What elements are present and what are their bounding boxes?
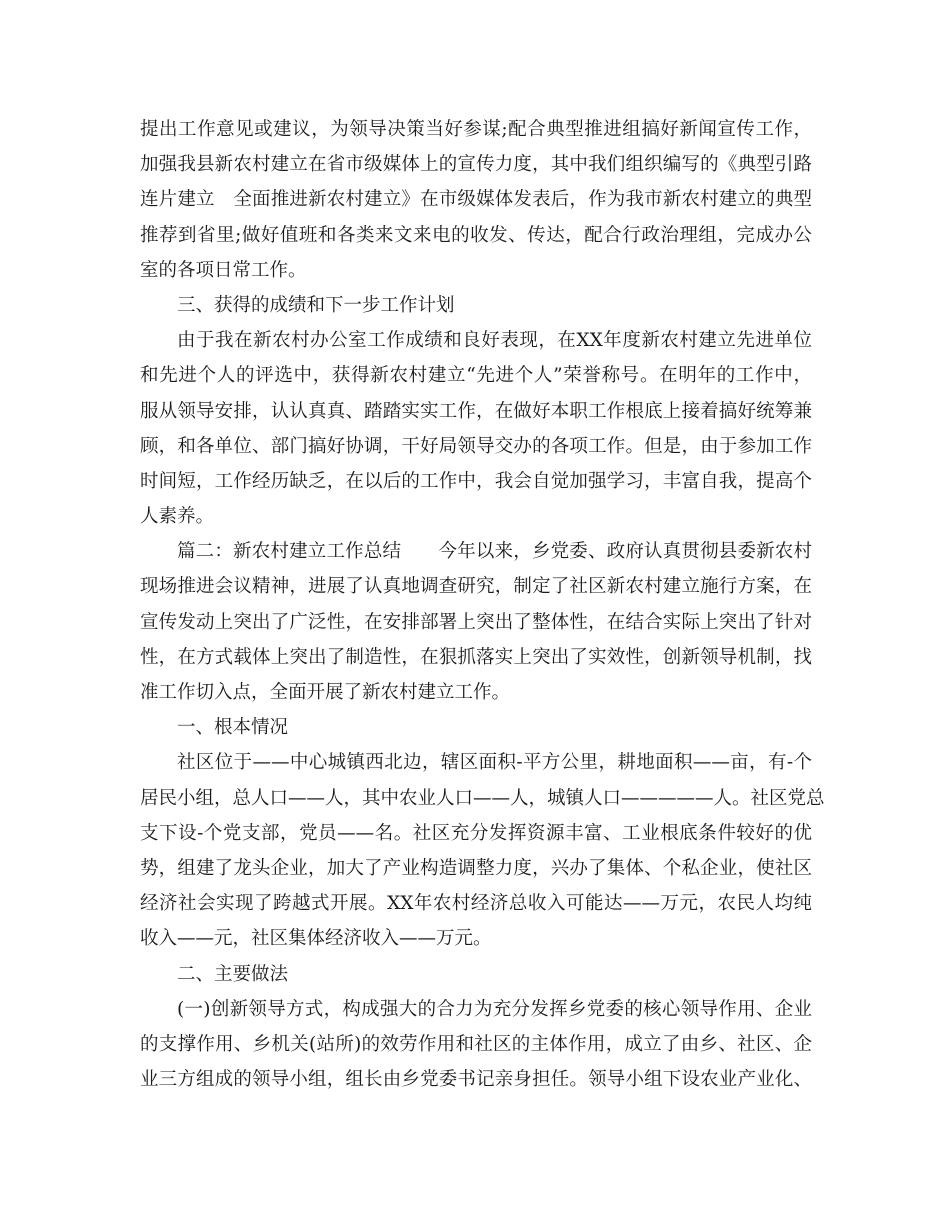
- document-page: [140, 112, 825, 1097]
- text-line: 宣传发动上突出了广泛性，在安排部署上突出了整体性，在结合实际上突出了针对: [140, 611, 812, 633]
- text-line: (一)创新领导方式，构成强大的合力为充分发挥乡党委的核心领导作用、企业: [177, 998, 812, 1020]
- text-line: 现场推进会议精神，进展了认真地调查研究，制定了社区新农村建立施行方案，在: [140, 576, 812, 598]
- text-line: 室的各项日常工作。: [140, 259, 307, 281]
- text-line: 三、获得的成绩和下一步工作计划: [177, 294, 455, 316]
- text-line: 一、根本情况: [177, 717, 289, 739]
- text-line: 性，在方式载体上突出了制造性，在狠抓落实上突出了实效性，创新领导机制，找: [140, 646, 812, 668]
- text-line: 顾，和各单位、部门搞好协调，干好局领导交办的各项工作。但是，由于参加工作: [140, 435, 812, 457]
- text-line: 提出工作意见或建议，为领导决策当好参谋;配合典型推进组搞好新闻宣传工作，: [140, 119, 812, 140]
- text-line: 连片建立 全面推进新农村建立》在市级媒体发表后，作为我市新农村建立的典型: [140, 189, 812, 211]
- text-line: 支下设-个党支部，党员——名。社区充分发挥资源丰富、工业根底条件较好的优: [140, 822, 812, 844]
- text-line: 加强我县新农村建立在省市级媒体上的宣传力度，其中我们组织编写的《典型引路: [140, 154, 812, 176]
- text-line: 和先进个人的评选中，获得新农村建立“先进个人”荣誉称号。在明年的工作中，: [140, 365, 812, 387]
- text-line: 业三方组成的领导小组，组长由乡党委书记亲身担任。领导小组下设农业产业化、: [140, 1069, 812, 1091]
- text-line: 推荐到省里;做好值班和各类来文来电的收发、传达，配合行政治理组，完成办公: [140, 224, 812, 246]
- text-line: 人素养。: [140, 506, 215, 528]
- text-line: 居民小组，总人口——人，其中农业人口——人，城镇人口—————人。社区党总: [140, 787, 825, 809]
- text-line: 篇二：新农村建立工作总结 今年以来，乡党委、政府认真贯彻县委新农村: [177, 541, 812, 563]
- text-line: 准工作切入点，全面开展了新农村建立工作。: [140, 682, 511, 703]
- text-line: 社区位于——中心城镇西北边，辖区面积-平方公里，耕地面积——亩，有-个: [177, 752, 812, 774]
- text-line: 由于我在新农村办公室工作成绩和良好表现，在XX年度新农村建立先进单位: [177, 330, 812, 352]
- text-line: 时间短，工作经历缺乏，在以后的工作中，我会自觉加强学习，丰富自我，提高个: [140, 470, 812, 492]
- text-line: 经济社会实现了跨越式开展。XX年农村经济总收入可能达——万元，农民人均纯: [140, 893, 812, 915]
- text-line: 服从领导安排，认认真真、踏踏实实工作，在做好本职工作根底上接着搞好统筹兼: [140, 400, 812, 422]
- text-line: 的支撑作用、乡机关(站所)的效劳作用和社区的主体作用，成立了由乡、社区、企: [140, 1033, 812, 1055]
- text-line: 势，组建了龙头企业，加大了产业构造调整力度，兴办了集体、个私企业，使社区: [140, 857, 812, 879]
- text-line: 二、主要做法: [177, 963, 289, 985]
- text-line: 收入——元，社区集体经济收入——万元。: [140, 928, 492, 950]
